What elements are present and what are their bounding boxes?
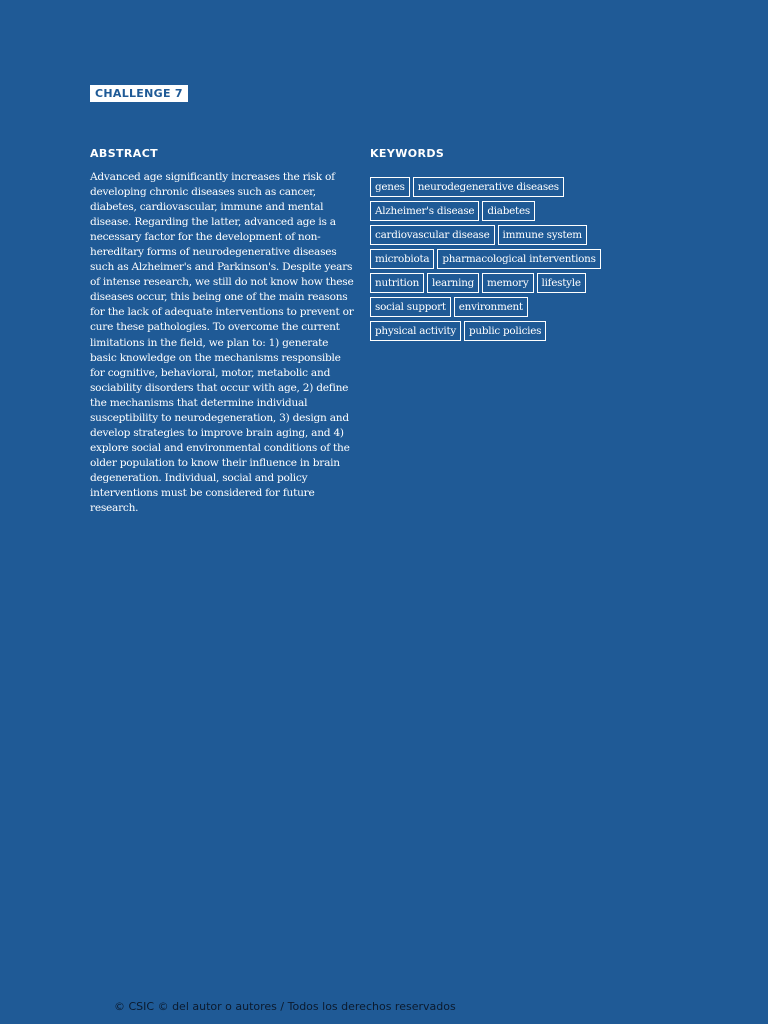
keyword-tag: social support <box>370 297 451 317</box>
keyword-tag: diabetes <box>482 201 535 221</box>
keyword-tag: neurodegenerative diseases <box>413 177 564 197</box>
abstract-text: Advanced age significantly increases the risk of developing chronic diseases such as cancer, diabetes, cardiovascular, immune and mental disease. Regarding the latter, advanced age is a necessary factor for the development of non-hereditary forms of neurodegenerative diseases such as Alzheimer's and Parkinson's. Despite years of intense research, we still do not know how these diseases occur, this being one of the main reasons for the lack of adequate interventions to prevent or cure these pathologies. To overcome the current limitations in the field, we plan to: 1) generate basic knowledge on the mechanisms responsible for cognitive, behavioral, motor, metabolic and sociability disorders that occur with age, 2) define the mechanisms that determine individual susceptibility to neurodegeneration, 3) design and develop strategies to improve brain aging, and 4) explore social and environmental conditions of the older population to know their influence in brain degeneration. Individual, social and policy interventions must be considered for future research. <box>90 171 354 515</box>
keyword-tag: memory <box>482 273 533 293</box>
keyword-tag: nutrition <box>370 273 424 293</box>
keyword-tag: physical activity <box>370 321 461 341</box>
keyword-tag: pharmacological interventions <box>437 249 600 269</box>
keyword-tag: environment <box>454 297 528 317</box>
keywords-list <box>370 177 640 345</box>
keyword-tag: learning <box>427 273 479 293</box>
copyright-footer: © CSIC © del autor o autores / Todos los derechos reservados <box>114 1000 456 1013</box>
keyword-row <box>370 297 640 317</box>
keyword-row <box>370 273 640 293</box>
keyword-tag: public policies <box>464 321 546 341</box>
keyword-tag: immune system <box>498 225 587 245</box>
challenge-label: CHALLENGE 7 <box>90 85 188 102</box>
keyword-row <box>370 177 640 197</box>
keyword-tag: genes <box>370 177 410 197</box>
keyword-row <box>370 225 640 245</box>
keyword-tag: microbiota <box>370 249 434 269</box>
keyword-tag: cardiovascular disease <box>370 225 495 245</box>
keyword-row <box>370 249 640 269</box>
keyword-row <box>370 321 640 341</box>
keywords-heading: KEYWORDS <box>370 147 445 160</box>
abstract-heading: ABSTRACT <box>90 147 159 160</box>
keyword-tag: lifestyle <box>537 273 586 293</box>
keyword-row <box>370 201 640 221</box>
keyword-tag: Alzheimer's disease <box>370 201 479 221</box>
